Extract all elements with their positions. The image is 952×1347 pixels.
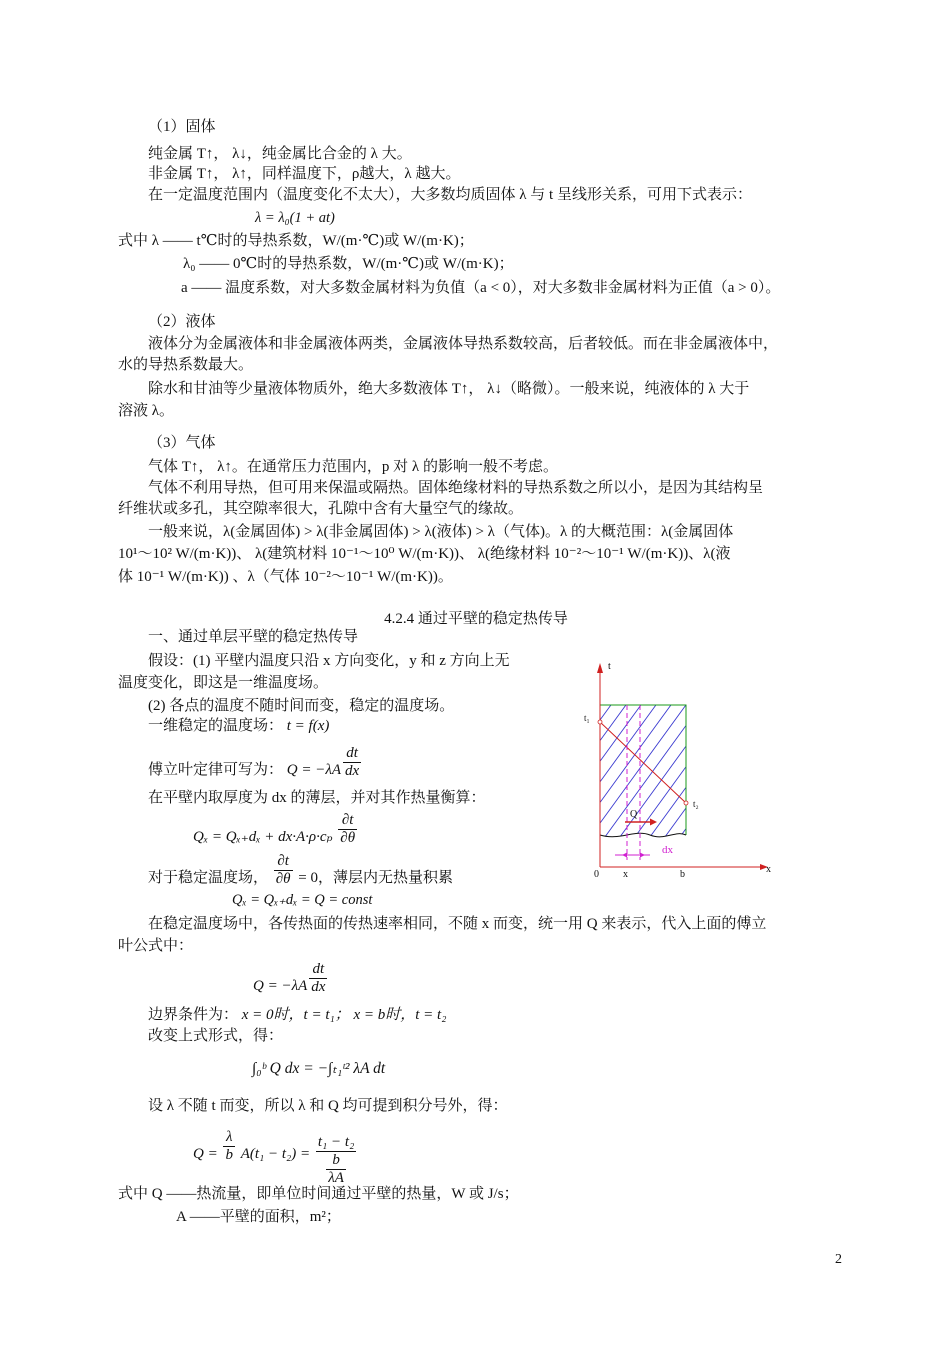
fraction-numerator: ∂t: [274, 853, 293, 871]
fraction-numerator: ∂t: [338, 812, 357, 830]
fourier-law-repeat: [253, 961, 329, 1004]
dx-label: dx: [662, 844, 673, 856]
integral-equation: ∫₀ᵇ Q dx = −∫ₜ₁ᵗ² λA dt: [252, 1060, 386, 1077]
equation-lambda-linear: λ = λ₀(1 + at): [255, 210, 335, 226]
definition-lambda0: λ₀ —— 0℃时的导热系数，W/(m·℃)或 W/(m·K)；: [183, 256, 514, 272]
rearrange-intro: 改变上式形式，得：: [148, 1028, 284, 1044]
heat-balance-equation: [193, 812, 359, 855]
liquid-line-4: 溶液 λ。: [118, 403, 175, 419]
fraction-denominator: dx: [311, 979, 326, 995]
result-equation: [193, 1128, 358, 1186]
fourier-law-repeat-lhs: Q = −λA: [253, 977, 308, 994]
steady-state-fraction: [274, 853, 293, 888]
solid-line-1: 纯金属 T↑， λ↓，纯金属比合金的 λ 大。: [148, 146, 412, 162]
result-lhs: Q =: [193, 1145, 218, 1162]
uniform-rate-line: 在稳定温度场中，各传热面的传热速率相同，不随 x 而变，统一用 Q 来表示，代入上面的傅立: [148, 916, 767, 932]
gas-line-3: 纤维状或多孔，其空隙率很大，孔隙中含有大量空气的缘故。: [118, 501, 524, 517]
section-heading-plane-wall: 4.2.4 通过平壁的稳定热传导: [384, 611, 568, 627]
origin-label: 0: [594, 869, 599, 880]
fraction-denominator: ∂θ: [275, 871, 291, 887]
heat-balance-fraction: [338, 812, 357, 847]
fraction-numerator: dt: [309, 961, 327, 979]
liquid-line-1: 液体分为金属液体和非金属液体两类，金属液体导热系数较高，后者较低。而在非金属液体中，: [148, 336, 779, 352]
heat-flow-arrow-icon: [650, 819, 657, 826]
one-dim-field-label: 一维稳定的温度场：: [148, 718, 284, 734]
boundary-conditions-label: 边界条件为：: [148, 1007, 239, 1023]
gas-line-6: 体 10⁻¹ W/(m·K)) 、λ（气体 10⁻²～10⁻¹ W/(m·K))。: [118, 569, 453, 585]
fraction-denominator: dx: [345, 763, 360, 779]
fourier-law-fraction: [343, 745, 361, 780]
fourier-law-label: 傅立叶定律可写为：: [148, 761, 284, 778]
fourier-law-lhs: Q = −λA: [286, 761, 342, 778]
assumption-2: (2) 各点的温度不随时间而变，稳定的温度场。: [148, 698, 455, 714]
nested-denominator: λA: [328, 1170, 344, 1186]
heat-balance-intro: 在平壁内取厚度为 dx 的薄层，并对其作热量衡算：: [148, 790, 486, 806]
fraction-numerator: dt: [343, 745, 361, 763]
gas-line-4: 一般来说，λ(金属固体) > λ(非金属固体) > λ(液体) > λ（气体)。λ 的大概范围：λ(金属固体: [148, 524, 734, 540]
x-axis-label: x: [766, 864, 771, 875]
result-fraction-lambda-b: [223, 1129, 235, 1164]
subheading-single-wall: 一、通过单层平壁的稳定热传导: [148, 629, 359, 645]
liquid-line-2: 水的导热系数最大。: [118, 357, 254, 373]
t-axis-arrow-icon: [597, 663, 603, 673]
nested-numerator: b: [326, 1152, 346, 1170]
fourier-law-repeat-fraction: [309, 961, 327, 996]
steady-state-label: 对于稳定温度场，: [148, 869, 269, 886]
assumption-1-cont: 温度变化，即这是一维温度场。: [118, 675, 329, 691]
solid-line-3: 在一定温度范围内（温度变化不太大），大多数均质固体 λ 与 t 呈线形关系，可用下式表示：: [148, 187, 752, 203]
page-number: 2: [835, 1252, 842, 1267]
t2-label: t₂: [693, 799, 699, 809]
section-solid-title: （1）固体: [148, 119, 216, 135]
heat-balance-lhs: Qₓ = Qₓ₊dₓ + dx·A·ρ·cₚ: [193, 828, 333, 845]
t2-point: [684, 801, 688, 805]
one-dim-field-line: [148, 717, 329, 736]
section-gas-title: （3）气体: [148, 435, 216, 451]
definition-area: A ——平壁的面积，m²；: [176, 1209, 341, 1225]
dx-left-arrow-icon: [622, 853, 627, 858]
gas-line-5: 10¹～10² W/(m·K))、 λ(建筑材料 10⁻¹～10⁰ W/(m·K))、 λ(绝缘材料 10⁻²～10⁻¹ W/(m·K))、λ(液: [118, 546, 731, 562]
x-position-label: x: [623, 869, 628, 880]
fraction-denominator: [316, 1152, 356, 1187]
nested-fraction: [326, 1152, 346, 1187]
uniform-rate-cont: 叶公式中：: [118, 938, 194, 954]
boundary-conditions-equation: x = 0时，t = t₁； x = b时，t = t₂: [241, 1007, 447, 1023]
wall-hatching: [580, 665, 790, 885]
assumption-1: 假设：(1) 平壁内温度只沿 x 方向变化，y 和 z 方向上无: [148, 653, 510, 669]
t1-label: t₁: [584, 713, 590, 723]
definition-a: a —— 温度系数，对大多数金属材料为负值（a < 0），对大多数非金属材料为正值（a > 0）。: [181, 280, 781, 296]
fraction-numerator: t₁ − t₂: [317, 1134, 355, 1150]
t1-point: [598, 720, 602, 724]
heat-flow-label: Q: [630, 809, 638, 820]
fraction-numerator: λ: [223, 1129, 235, 1147]
constant-lambda-line: 设 λ 不随 t 而变，所以 λ 和 Q 均可提到积分号外，得：: [148, 1098, 508, 1114]
temperature-profile-line: [600, 722, 686, 803]
equation-t-fx: t = f(x): [286, 718, 330, 734]
gas-line-1: 气体 T↑， λ↑。在通常压力范围内，p 对 λ 的影响一般不考虑。: [148, 459, 558, 475]
fraction-denominator: ∂θ: [340, 830, 356, 846]
definition-lambda: 式中 λ —— t℃时的导热系数，W/(m·℃)或 W/(m·K)；: [118, 233, 474, 249]
fourier-law-line: [148, 745, 363, 788]
fraction-denominator: b: [225, 1147, 233, 1163]
section-liquid-title: （2）液体: [148, 314, 216, 330]
b-thickness-label: b: [680, 869, 685, 880]
plane-wall-figure: [580, 655, 790, 885]
result-middle: A(t₁ − t₂) =: [240, 1145, 311, 1162]
boundary-conditions-line: [148, 1006, 446, 1025]
t-axis-label: t: [608, 661, 611, 672]
dx-right-arrow-icon: [640, 853, 645, 858]
equation-q-const: Qₓ = Qₓ₊dₓ = Q = const: [232, 892, 373, 908]
solid-line-2: 非金属 T↑， λ↑，同样温度下，ρ越大，λ 越大。: [148, 166, 461, 182]
gas-line-2: 气体不利用导热，但可用来保温或隔热。固体绝缘材料的导热系数之所以小，是因为其结构呈: [148, 480, 764, 496]
wall-break-line: [600, 833, 686, 837]
steady-state-tail: = 0，薄层内无热量积累: [298, 869, 454, 886]
definition-q: 式中 Q ——热流量，即单位时间通过平壁的热量，W 或 J/s；: [118, 1186, 519, 1202]
result-fraction-resistance: [316, 1134, 356, 1187]
liquid-line-3: 除水和甘油等少量液体物质外，绝大多数液体 T↑， λ↓（略微）。一般来说，纯液体的 λ 大于: [148, 381, 750, 397]
